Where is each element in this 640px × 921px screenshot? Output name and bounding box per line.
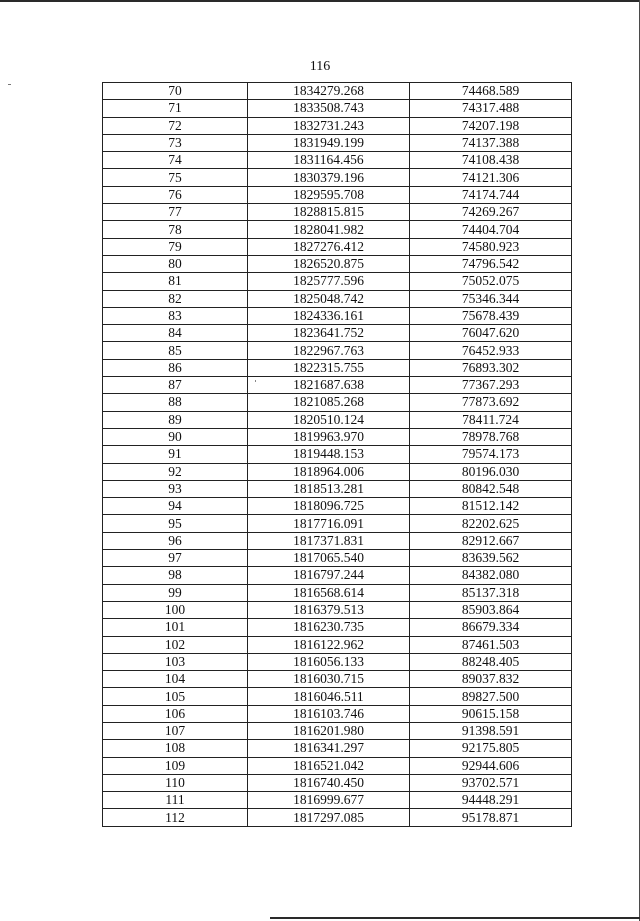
point-number-cell: 74 [103,152,248,169]
table-row [103,480,572,497]
y-coordinate-cell: 92944.606 [410,757,572,774]
x-coordinate-cell: 1823641.752 [248,325,410,342]
point-number-cell: 79 [103,238,248,255]
table-row [103,792,572,809]
point-number-cell: 82 [103,290,248,307]
y-coordinate-cell: 85137.318 [410,584,572,601]
scan-speck [8,84,11,85]
x-coordinate-cell: 1824336.161 [248,307,410,324]
scan-edge-bottom [270,917,640,919]
y-coordinate-cell: 78978.768 [410,428,572,445]
point-number-cell: 87 [103,377,248,394]
table-row [103,498,572,515]
point-number-cell: 83 [103,307,248,324]
table-row [103,221,572,238]
point-number-cell: 92 [103,463,248,480]
table-row [103,255,572,272]
y-coordinate-cell: 80842.548 [410,480,572,497]
y-coordinate-cell: 89827.500 [410,688,572,705]
y-coordinate-cell: 88248.405 [410,653,572,670]
x-coordinate-cell: 1816740.450 [248,774,410,791]
y-coordinate-cell: 75346.344 [410,290,572,307]
point-number-cell: 73 [103,134,248,151]
x-coordinate-cell: 1822315.755 [248,359,410,376]
y-coordinate-cell: 86679.334 [410,619,572,636]
y-coordinate-cell: 77367.293 [410,377,572,394]
y-coordinate-cell: 74207.198 [410,117,572,134]
point-number-cell: 95 [103,515,248,532]
point-number-cell: 107 [103,722,248,739]
table-row [103,809,572,826]
point-number-cell: 75 [103,169,248,186]
y-coordinate-cell: 74796.542 [410,255,572,272]
point-number-cell: 88 [103,394,248,411]
y-coordinate-cell: 74580.923 [410,238,572,255]
point-number-cell: 94 [103,498,248,515]
x-coordinate-cell: 1832731.243 [248,117,410,134]
point-number-cell: 71 [103,100,248,117]
table-row [103,134,572,151]
table-row [103,238,572,255]
table-row [103,532,572,549]
table-row [103,567,572,584]
table-row [103,307,572,324]
y-coordinate-cell: 94448.291 [410,792,572,809]
x-coordinate-cell: 1829595.708 [248,186,410,203]
x-coordinate-cell: 1816999.677 [248,792,410,809]
y-coordinate-cell: 85903.864 [410,601,572,618]
x-coordinate-cell: 1817065.540 [248,550,410,567]
table-row [103,117,572,134]
point-number-cell: 111 [103,792,248,809]
y-coordinate-cell: 95178.871 [410,809,572,826]
point-number-cell: 110 [103,774,248,791]
x-coordinate-cell: 1830379.196 [248,169,410,186]
x-coordinate-cell: 1822967.763 [248,342,410,359]
table-row [103,325,572,342]
table-row [103,653,572,670]
table-row [103,359,572,376]
point-number-cell: 102 [103,636,248,653]
x-coordinate-cell: 1820510.124 [248,411,410,428]
table-row [103,550,572,567]
y-coordinate-cell: 83639.562 [410,550,572,567]
x-coordinate-cell: 1818513.281 [248,480,410,497]
point-number-cell: 109 [103,757,248,774]
point-number-cell: 77 [103,204,248,221]
point-number-cell: 99 [103,584,248,601]
table-row [103,446,572,463]
y-coordinate-cell: 80196.030 [410,463,572,480]
table-row [103,705,572,722]
x-coordinate-cell: 1816521.042 [248,757,410,774]
point-number-cell: 81 [103,273,248,290]
table-row [103,463,572,480]
point-number-cell: 70 [103,83,248,100]
x-coordinate-cell: 1817716.091 [248,515,410,532]
page-number: 116 [309,59,331,74]
table-row [103,601,572,618]
y-coordinate-cell: 76893.302 [410,359,572,376]
point-number-cell: 89 [103,411,248,428]
x-coordinate-cell: 1828815.815 [248,204,410,221]
y-coordinate-cell: 76047.620 [410,325,572,342]
point-number-cell: 103 [103,653,248,670]
point-number-cell: 91 [103,446,248,463]
y-coordinate-cell: 74108.438 [410,152,572,169]
table-row [103,584,572,601]
table-row [103,152,572,169]
x-coordinate-cell: 1826520.875 [248,255,410,272]
table-row [103,411,572,428]
table-row [103,774,572,791]
x-coordinate-cell: 1827276.412 [248,238,410,255]
y-coordinate-cell: 87461.503 [410,636,572,653]
x-coordinate-cell: 1816056.133 [248,653,410,670]
table-row [103,722,572,739]
x-coordinate-cell: 1816103.746 [248,705,410,722]
x-coordinate-cell: 1816568.614 [248,584,410,601]
x-coordinate-cell: 1816201.980 [248,722,410,739]
point-number-cell: 84 [103,325,248,342]
table-row [103,515,572,532]
point-number-cell: 104 [103,671,248,688]
point-number-cell: 78 [103,221,248,238]
table-row [103,186,572,203]
point-number-cell: 108 [103,740,248,757]
x-coordinate-cell: 1825777.596 [248,273,410,290]
table-row [103,428,572,445]
table-row [103,204,572,221]
point-number-cell: 93 [103,480,248,497]
coordinate-table [102,82,572,827]
table-row [103,757,572,774]
point-number-cell: 72 [103,117,248,134]
y-coordinate-cell: 74174.744 [410,186,572,203]
y-coordinate-cell: 74121.306 [410,169,572,186]
x-coordinate-cell: 1816379.513 [248,601,410,618]
y-coordinate-cell: 77873.692 [410,394,572,411]
x-coordinate-cell: 1816046.511 [248,688,410,705]
y-coordinate-cell: 89037.832 [410,671,572,688]
table-row [103,619,572,636]
y-coordinate-cell: 84382.080 [410,567,572,584]
x-coordinate-cell: 1816030.715 [248,671,410,688]
x-coordinate-cell: 1819963.970 [248,428,410,445]
table-row [103,377,572,394]
x-coordinate-cell: 1821085.268 [248,394,410,411]
coordinate-table-body [103,83,572,827]
y-coordinate-cell: 81512.142 [410,498,572,515]
y-coordinate-cell: 82912.667 [410,532,572,549]
y-coordinate-cell: 74269.267 [410,204,572,221]
point-number-cell: 85 [103,342,248,359]
x-coordinate-cell: 1819448.153 [248,446,410,463]
table-row [103,636,572,653]
y-coordinate-cell: 74404.704 [410,221,572,238]
x-coordinate-cell: 1816122.962 [248,636,410,653]
table-row [103,688,572,705]
y-coordinate-cell: 90615.158 [410,705,572,722]
table-row [103,169,572,186]
table-row [103,83,572,100]
y-coordinate-cell: 82202.625 [410,515,572,532]
x-coordinate-cell: 1833508.743 [248,100,410,117]
x-coordinate-cell: 1821687.638 [248,377,410,394]
point-number-cell: 101 [103,619,248,636]
x-coordinate-cell: 1818096.725 [248,498,410,515]
y-coordinate-cell: 74317.488 [410,100,572,117]
y-coordinate-cell: 74468.589 [410,83,572,100]
y-coordinate-cell: 75052.075 [410,273,572,290]
point-number-cell: 100 [103,601,248,618]
y-coordinate-cell: 74137.388 [410,134,572,151]
y-coordinate-cell: 92175.805 [410,740,572,757]
point-number-cell: 106 [103,705,248,722]
x-coordinate-cell: 1817297.085 [248,809,410,826]
table-row [103,740,572,757]
table-row [103,394,572,411]
point-number-cell: 80 [103,255,248,272]
point-number-cell: 76 [103,186,248,203]
scan-edge-top [0,0,640,2]
point-number-cell: 90 [103,428,248,445]
table-row [103,671,572,688]
x-coordinate-cell: 1828041.982 [248,221,410,238]
x-coordinate-cell: 1818964.006 [248,463,410,480]
x-coordinate-cell: 1831164.456 [248,152,410,169]
y-coordinate-cell: 93702.571 [410,774,572,791]
x-coordinate-cell: 1834279.268 [248,83,410,100]
x-coordinate-cell: 1816341.297 [248,740,410,757]
x-coordinate-cell: 1825048.742 [248,290,410,307]
point-number-cell: 96 [103,532,248,549]
point-number-cell: 105 [103,688,248,705]
point-number-cell: 112 [103,809,248,826]
point-number-cell: 97 [103,550,248,567]
table-row [103,273,572,290]
table-row [103,100,572,117]
y-coordinate-cell: 78411.724 [410,411,572,428]
y-coordinate-cell: 91398.591 [410,722,572,739]
table-row [103,290,572,307]
x-coordinate-cell: 1816230.735 [248,619,410,636]
y-coordinate-cell: 79574.173 [410,446,572,463]
x-coordinate-cell: 1831949.199 [248,134,410,151]
y-coordinate-cell: 75678.439 [410,307,572,324]
point-number-cell: 98 [103,567,248,584]
y-coordinate-cell: 76452.933 [410,342,572,359]
x-coordinate-cell: 1816797.244 [248,567,410,584]
x-coordinate-cell: 1817371.831 [248,532,410,549]
point-number-cell: 86 [103,359,248,376]
table-row [103,342,572,359]
